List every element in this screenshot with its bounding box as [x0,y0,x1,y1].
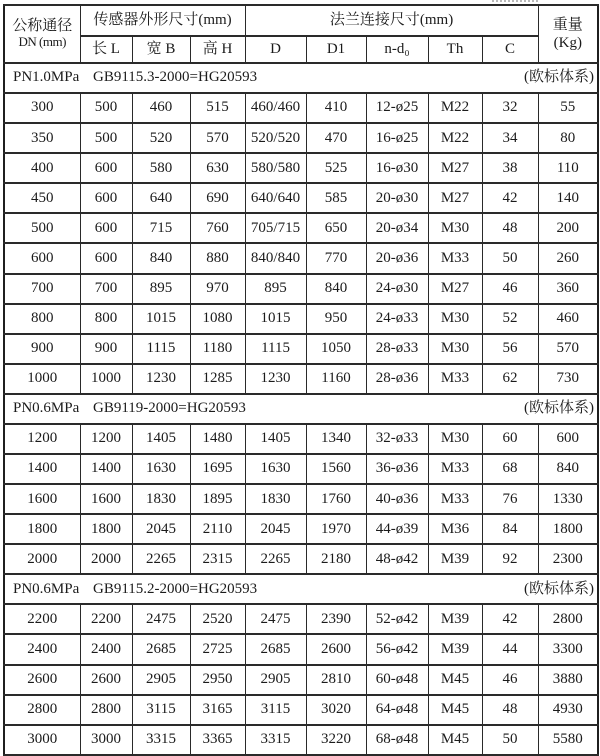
spec-cell: 840 [132,243,190,273]
spec-cell: 3115 [132,695,190,725]
spec-row [4,544,598,574]
spec-cell: 500 [80,123,132,153]
spec-cell: 2600 [4,665,80,695]
column-header-th: Th [428,36,482,63]
spec-row [4,304,598,334]
spec-cell: 1015 [245,304,306,334]
spec-cell: 16-ø30 [366,153,428,183]
spec-cell: 260 [538,243,598,273]
spec-cell: 970 [190,274,245,304]
spec-cell: 68 [482,454,538,484]
spec-cell: 48 [482,213,538,243]
spec-cell: 900 [4,334,80,364]
spec-cell: 500 [4,213,80,243]
spec-cell: 46 [482,274,538,304]
spec-cell: 2265 [132,544,190,574]
column-header-weight [538,5,598,63]
spec-cell: 1600 [4,484,80,514]
spec-cell: 520/520 [245,123,306,153]
spec-cell: M30 [428,334,482,364]
spec-cell: 56 [482,334,538,364]
spec-cell: 900 [80,334,132,364]
header-sub-row [4,36,598,63]
spec-cell: 40-ø36 [366,484,428,514]
spec-cell: 450 [4,183,80,213]
spec-cell: 5580 [538,725,598,755]
spec-cell: 62 [482,364,538,394]
spec-cell: 20-ø30 [366,183,428,213]
section-note: (欧标体系) [524,69,594,86]
spec-cell: 600 [80,243,132,273]
section-note: (欧标体系) [524,400,594,417]
spec-row [4,695,598,725]
spec-cell: 1115 [245,334,306,364]
spec-cell: 200 [538,213,598,243]
dimension-spec-table [3,4,599,756]
spec-cell: M45 [428,695,482,725]
spec-cell: 570 [538,334,598,364]
spec-cell: M39 [428,604,482,634]
spec-cell: 360 [538,274,598,304]
weight-unit: (Kg) [553,35,582,51]
spec-cell: 600 [80,183,132,213]
spec-row [4,243,598,273]
spec-cell: 2110 [190,514,245,544]
section-pressure-rating: PN0.6MPa [13,580,80,597]
spec-cell: 2045 [245,514,306,544]
spec-cell: M22 [428,93,482,123]
spec-row [4,484,598,514]
spec-cell: 600 [4,243,80,273]
spec-cell: 3365 [190,725,245,755]
spec-cell: 1895 [190,484,245,514]
spec-cell: 48 [482,695,538,725]
spec-cell: 1285 [190,364,245,394]
section-header-cell [4,394,598,424]
spec-cell: 42 [482,183,538,213]
spec-row [4,183,598,213]
spec-cell: 770 [306,243,366,273]
spec-cell: 24-ø33 [366,304,428,334]
spec-cell: 2810 [306,665,366,695]
spec-cell: 705/715 [245,213,306,243]
column-group-flange-dimensions: 法兰连接尺寸(mm) [245,5,538,36]
spec-cell: 2400 [4,634,80,664]
spec-cell: 20-ø36 [366,243,428,273]
spec-cell: 1800 [80,514,132,544]
spec-cell: M30 [428,213,482,243]
spec-cell: 1160 [306,364,366,394]
spec-cell: 1000 [4,364,80,394]
spec-cell: 1230 [132,364,190,394]
spec-cell: 76 [482,484,538,514]
section-header-row [4,394,598,424]
spec-cell: 1015 [132,304,190,334]
spec-cell: 525 [306,153,366,183]
column-header-height: 高 H [190,36,245,63]
section-header-row [4,63,598,93]
spec-cell: 880 [190,243,245,273]
spec-cell: 640/640 [245,183,306,213]
spec-cell: 3315 [245,725,306,755]
spec-cell: 600 [80,213,132,243]
spec-cell: 3020 [306,695,366,725]
section-standard-code: GB9115.2-2000=HG20593 [93,580,258,597]
spec-cell: 1400 [80,454,132,484]
spec-cell: 1830 [245,484,306,514]
section-header-content [5,69,598,86]
spec-cell: 2800 [80,695,132,725]
spec-cell: 3165 [190,695,245,725]
spec-cell: 50 [482,243,538,273]
section-header-content [5,400,598,417]
spec-cell: M36 [428,514,482,544]
spec-cell: 2045 [132,514,190,544]
spec-cell: 44-ø39 [366,514,428,544]
spec-cell: 840 [306,274,366,304]
spec-cell: 630 [190,153,245,183]
spec-cell: 2300 [538,544,598,574]
spec-cell: M33 [428,454,482,484]
spec-cell: 68-ø48 [366,725,428,755]
spec-cell: 515 [190,93,245,123]
spec-cell: 580 [132,153,190,183]
spec-cell: 460 [538,304,598,334]
section-standard-code: GB9119-2000=HG20593 [93,400,246,417]
spec-cell: 2000 [4,544,80,574]
spec-cell: 470 [306,123,366,153]
spec-cell: 92 [482,544,538,574]
section-header-content [5,581,598,598]
spec-cell: 2905 [132,665,190,695]
spec-cell: 600 [538,424,598,454]
spec-cell: 20-ø34 [366,213,428,243]
spec-cell: M22 [428,123,482,153]
table-header [4,5,598,63]
spec-cell: 840/840 [245,243,306,273]
spec-cell: M33 [428,364,482,394]
spec-cell: 28-ø36 [366,364,428,394]
spec-row [4,604,598,634]
spec-cell: 2685 [245,634,306,664]
spec-cell: M27 [428,183,482,213]
spec-cell: 2390 [306,604,366,634]
spec-cell: 700 [80,274,132,304]
spec-cell: 1800 [4,514,80,544]
spec-cell: 1480 [190,424,245,454]
section-header-row [4,574,598,604]
spec-cell: 840 [538,454,598,484]
spec-cell: M39 [428,544,482,574]
spec-cell: 600 [80,153,132,183]
column-header-d1: D1 [306,36,366,63]
spec-cell: 2475 [245,604,306,634]
spec-cell: M27 [428,153,482,183]
spec-row [4,514,598,544]
dn-title: 公称通径 [12,17,73,34]
spec-cell: M45 [428,665,482,695]
spec-cell: 730 [538,364,598,394]
column-header-d: D [245,36,306,63]
spec-cell: 1760 [306,484,366,514]
spec-cell: 52 [482,304,538,334]
spec-cell: M33 [428,243,482,273]
column-group-sensor-dimensions: 传感器外形尺寸(mm) [80,5,245,36]
spec-cell: 24-ø30 [366,274,428,304]
spec-cell: 2180 [306,544,366,574]
spec-cell: 350 [4,123,80,153]
spec-cell: 2725 [190,634,245,664]
section-note: (欧标体系) [524,580,594,597]
dn-unit: DN (mm) [18,34,66,50]
spec-cell: 80 [538,123,598,153]
spec-cell: 64-ø48 [366,695,428,725]
spec-cell: M39 [428,634,482,664]
section-pressure-rating: PN0.6MPa [13,400,80,417]
spec-cell: 28-ø33 [366,334,428,364]
spec-cell: 760 [190,213,245,243]
column-header-n-d0: n-d₀ [366,36,428,63]
spec-cell: 2905 [245,665,306,695]
spec-cell: 50 [482,725,538,755]
spec-cell: 3000 [4,725,80,755]
spec-cell: 32 [482,93,538,123]
spec-cell: 2200 [4,604,80,634]
spec-cell: 55 [538,93,598,123]
spec-cell: 585 [306,183,366,213]
spec-cell: 520 [132,123,190,153]
header-group-row [4,5,598,36]
spec-cell: 1230 [245,364,306,394]
spec-cell: 1050 [306,334,366,364]
spec-cell: 1340 [306,424,366,454]
spec-cell: 3880 [538,665,598,695]
spec-cell: 460/460 [245,93,306,123]
spec-cell: M27 [428,274,482,304]
spec-cell: 2800 [538,604,598,634]
spec-cell: M45 [428,725,482,755]
spec-cell: 1630 [245,454,306,484]
spec-cell: 800 [80,304,132,334]
spec-row [4,153,598,183]
spec-cell: 460 [132,93,190,123]
column-header-c: C [482,36,538,63]
spec-cell: 1405 [245,424,306,454]
spec-cell: 2265 [245,544,306,574]
spec-cell: 715 [132,213,190,243]
spec-cell: 52-ø42 [366,604,428,634]
spec-cell: 60-ø48 [366,665,428,695]
spec-cell: 2685 [132,634,190,664]
spec-cell: 300 [4,93,80,123]
spec-cell: M33 [428,484,482,514]
spec-row [4,213,598,243]
section-header-cell [4,574,598,604]
spec-cell: 400 [4,153,80,183]
spec-cell: 2950 [190,665,245,695]
spec-cell: 2800 [4,695,80,725]
spec-cell: 650 [306,213,366,243]
spec-cell: 1560 [306,454,366,484]
spec-cell: 500 [80,93,132,123]
spec-table-body [4,63,598,755]
spec-cell: 1405 [132,424,190,454]
spec-cell: 3115 [245,695,306,725]
spec-cell: 1115 [132,334,190,364]
spec-cell: 3300 [538,634,598,664]
spec-cell: 34 [482,123,538,153]
weight-title: 重量 [552,17,583,33]
spec-cell: 2200 [80,604,132,634]
spec-row [4,634,598,664]
spec-cell: 84 [482,514,538,544]
spec-cell: 46 [482,665,538,695]
section-pressure-rating: PN1.0MPa [13,69,80,86]
spec-row [4,665,598,695]
spec-cell: 2000 [80,544,132,574]
spec-cell: 3315 [132,725,190,755]
spec-cell: 42 [482,604,538,634]
spec-cell: 700 [4,274,80,304]
column-header-length: 长 L [80,36,132,63]
spec-cell: 2315 [190,544,245,574]
spec-row [4,334,598,364]
spec-cell: M30 [428,304,482,334]
column-header-dn [4,5,80,63]
spec-row [4,123,598,153]
spec-cell: 32-ø33 [366,424,428,454]
spec-cell: 895 [245,274,306,304]
spec-cell: 2475 [132,604,190,634]
spec-cell: 3220 [306,725,366,755]
scan-artifact [492,0,538,2]
spec-cell: 1400 [4,454,80,484]
spec-cell: 38 [482,153,538,183]
spec-cell: 2520 [190,604,245,634]
spec-cell: 1600 [80,484,132,514]
spec-cell: 1630 [132,454,190,484]
spec-cell: 895 [132,274,190,304]
spec-cell: 1330 [538,484,598,514]
spec-cell: 1200 [4,424,80,454]
spec-cell: 2600 [80,665,132,695]
spec-row [4,725,598,755]
spec-cell: 2600 [306,634,366,664]
spec-cell: 60 [482,424,538,454]
spec-cell: 2400 [80,634,132,664]
spec-cell: 580/580 [245,153,306,183]
spec-row [4,93,598,123]
spec-cell: 140 [538,183,598,213]
spec-cell: 1080 [190,304,245,334]
spec-row [4,274,598,304]
spec-cell: 1830 [132,484,190,514]
spec-cell: 1800 [538,514,598,544]
spec-cell: 110 [538,153,598,183]
spec-cell: 4930 [538,695,598,725]
spec-row [4,424,598,454]
spec-cell: 1695 [190,454,245,484]
spec-cell: 410 [306,93,366,123]
spec-cell: 570 [190,123,245,153]
section-header-cell [4,63,598,93]
spec-row [4,364,598,394]
spec-cell: 12-ø25 [366,93,428,123]
spec-cell: 800 [4,304,80,334]
spec-cell: 1970 [306,514,366,544]
spec-cell: 3000 [80,725,132,755]
spec-cell: 640 [132,183,190,213]
spec-cell: 1200 [80,424,132,454]
spec-cell: 44 [482,634,538,664]
spec-row [4,454,598,484]
spec-cell: 36-ø36 [366,454,428,484]
spec-cell: 1180 [190,334,245,364]
spec-cell: 950 [306,304,366,334]
spec-cell: 690 [190,183,245,213]
spec-cell: 1000 [80,364,132,394]
spec-cell: M30 [428,424,482,454]
spec-cell: 16-ø25 [366,123,428,153]
spec-cell: 48-ø42 [366,544,428,574]
column-header-width: 宽 B [132,36,190,63]
spec-cell: 56-ø42 [366,634,428,664]
section-standard-code: GB9115.3-2000=HG20593 [93,69,258,86]
